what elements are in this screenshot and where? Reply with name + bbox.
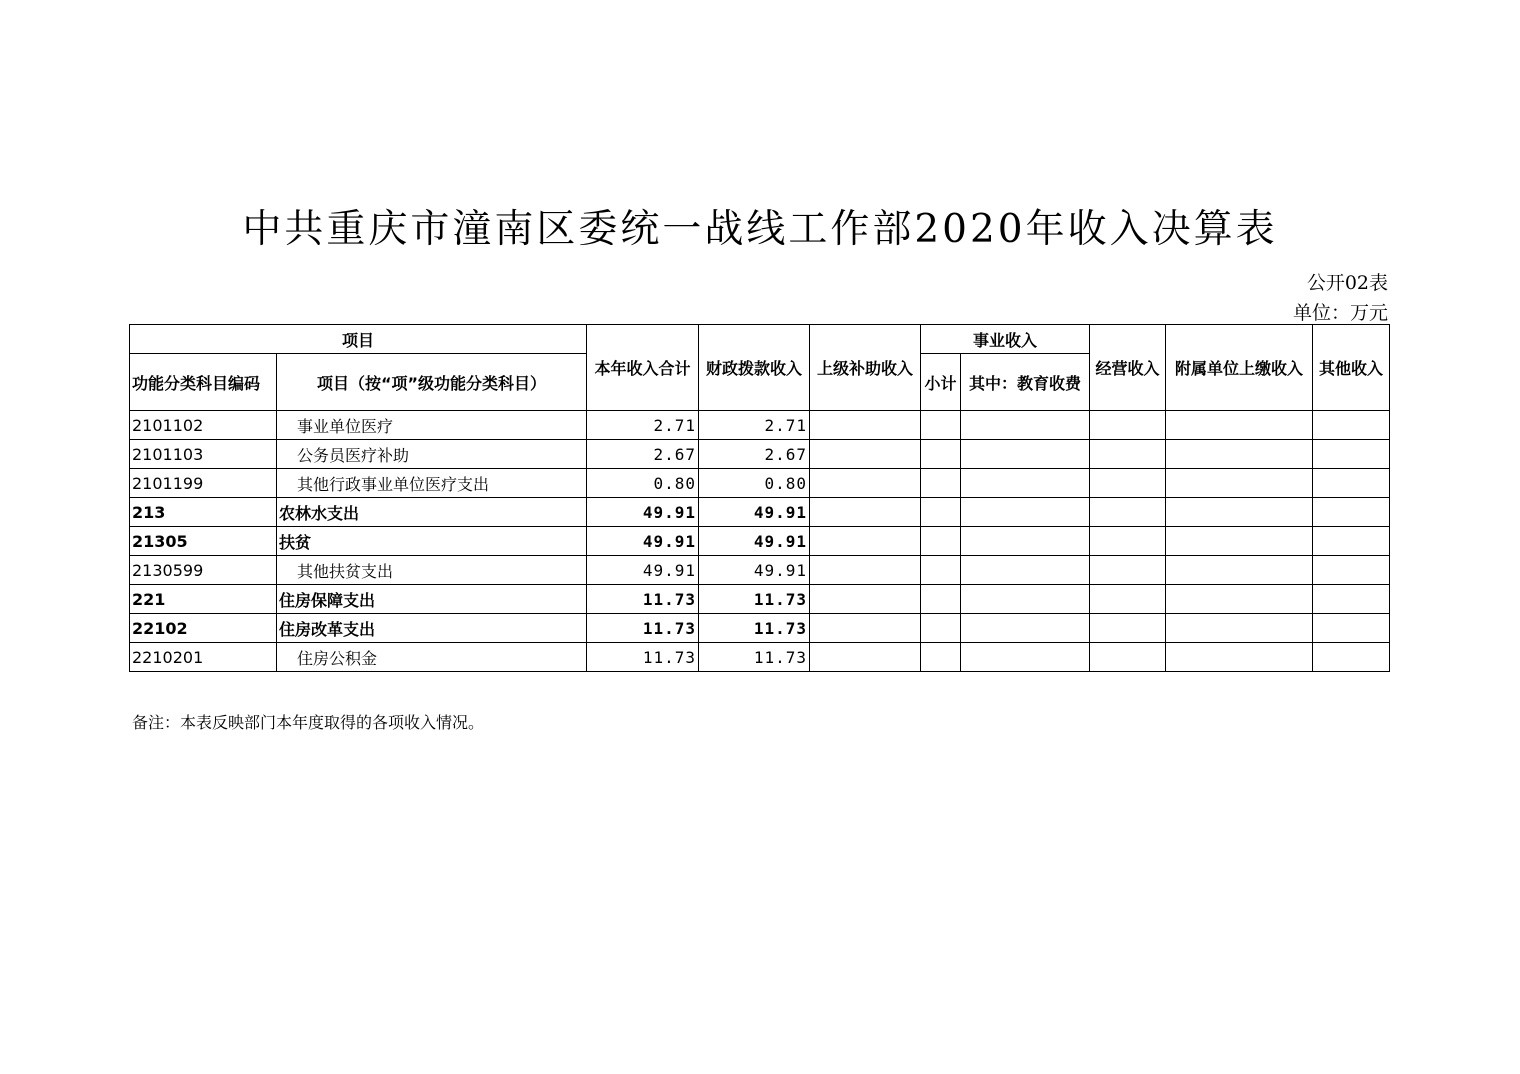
header-business: 经营收入 [1090,325,1166,411]
business-cell [1090,469,1166,498]
header-subtotal: 小计 [921,354,961,411]
affiliated-cell [1166,556,1313,585]
fiscal-cell: 0.80 [699,469,810,498]
code-cell: 213 [130,498,277,527]
code-cell: 2101102 [130,411,277,440]
name-cell: 住房公积金 [277,643,587,672]
total-cell: 2.71 [587,411,699,440]
header-name: 项目（按“项”级功能分类科目） [277,354,587,411]
table-row [130,556,1390,585]
fiscal-cell: 49.91 [699,556,810,585]
superior-cell [810,585,921,614]
other-cell [1313,556,1390,585]
name-cell: 其他行政事业单位医疗支出 [277,469,587,498]
business-cell [1090,614,1166,643]
table-row [130,440,1390,469]
business-cell [1090,556,1166,585]
fiscal-cell: 11.73 [699,614,810,643]
subtotal-cell [921,411,961,440]
name-cell: 公务员医疗补助 [277,440,587,469]
header-row-1 [130,325,1390,354]
superior-cell [810,411,921,440]
fiscal-cell: 2.71 [699,411,810,440]
affiliated-cell [1166,585,1313,614]
header-project: 项目 [130,325,587,354]
business-cell [1090,411,1166,440]
total-cell: 49.91 [587,527,699,556]
affiliated-cell [1166,527,1313,556]
edu-cell [961,469,1090,498]
other-cell [1313,614,1390,643]
other-cell [1313,498,1390,527]
superior-cell [810,643,921,672]
header-affiliated: 附属单位上缴收入 [1166,325,1313,411]
table-row [130,585,1390,614]
edu-cell [961,614,1090,643]
name-cell: 农林水支出 [277,498,587,527]
total-cell: 11.73 [587,585,699,614]
name-cell: 住房保障支出 [277,585,587,614]
header-edu: 其中：教育收费 [961,354,1090,411]
subtotal-cell [921,556,961,585]
header-code: 功能分类科目编码 [130,354,277,411]
unit-label: 单位：万元 [1292,302,1388,324]
subtotal-cell [921,585,961,614]
fiscal-cell: 49.91 [699,527,810,556]
form-number: 公开02表 [1306,272,1388,294]
table-row [130,527,1390,556]
superior-cell [810,440,921,469]
edu-cell [961,556,1090,585]
other-cell [1313,643,1390,672]
code-cell: 2101103 [130,440,277,469]
business-cell [1090,527,1166,556]
table-row [130,498,1390,527]
code-cell: 22102 [130,614,277,643]
other-cell [1313,527,1390,556]
total-cell: 2.67 [587,440,699,469]
total-cell: 49.91 [587,556,699,585]
edu-cell [961,643,1090,672]
fiscal-cell: 2.67 [699,440,810,469]
other-cell [1313,585,1390,614]
total-cell: 49.91 [587,498,699,527]
business-cell [1090,498,1166,527]
superior-cell [810,614,921,643]
affiliated-cell [1166,411,1313,440]
header-career: 事业收入 [921,325,1090,354]
total-cell: 11.73 [587,643,699,672]
header-other: 其他收入 [1313,325,1390,411]
name-cell: 事业单位医疗 [277,411,587,440]
name-cell: 扶贫 [277,527,587,556]
total-cell: 11.73 [587,614,699,643]
edu-cell [961,527,1090,556]
table-body [130,411,1390,672]
affiliated-cell [1166,469,1313,498]
name-cell: 住房改革支出 [277,614,587,643]
fiscal-cell: 11.73 [699,643,810,672]
header-fiscal: 财政拨款收入 [699,325,810,411]
income-table [129,324,1390,672]
business-cell [1090,643,1166,672]
table-row [130,614,1390,643]
edu-cell [961,498,1090,527]
business-cell [1090,440,1166,469]
business-cell [1090,585,1166,614]
table-row [130,643,1390,672]
subtotal-cell [921,643,961,672]
affiliated-cell [1166,440,1313,469]
code-cell: 21305 [130,527,277,556]
edu-cell [961,411,1090,440]
fiscal-cell: 49.91 [699,498,810,527]
affiliated-cell [1166,614,1313,643]
edu-cell [961,585,1090,614]
superior-cell [810,556,921,585]
code-cell: 221 [130,585,277,614]
name-cell: 其他扶贫支出 [277,556,587,585]
table-row [130,469,1390,498]
subtotal-cell [921,469,961,498]
other-cell [1313,440,1390,469]
subtotal-cell [921,614,961,643]
header-superior: 上级补助收入 [810,325,921,411]
edu-cell [961,440,1090,469]
code-cell: 2101199 [130,469,277,498]
subtotal-cell [921,440,961,469]
code-cell: 2130599 [130,556,277,585]
superior-cell [810,498,921,527]
subtotal-cell [921,527,961,556]
other-cell [1313,411,1390,440]
subtotal-cell [921,498,961,527]
other-cell [1313,469,1390,498]
table-row [130,411,1390,440]
total-cell: 0.80 [587,469,699,498]
report-title: 中共重庆市潼南区委统一战线工作部2020年收入决算表 [242,207,1278,252]
footnote: 备注：本表反映部门本年度取得的各项收入情况。 [132,713,485,732]
fiscal-cell: 11.73 [699,585,810,614]
superior-cell [810,469,921,498]
affiliated-cell [1166,498,1313,527]
affiliated-cell [1166,643,1313,672]
superior-cell [810,527,921,556]
code-cell: 2210201 [130,643,277,672]
header-total: 本年收入合计 [587,325,699,411]
